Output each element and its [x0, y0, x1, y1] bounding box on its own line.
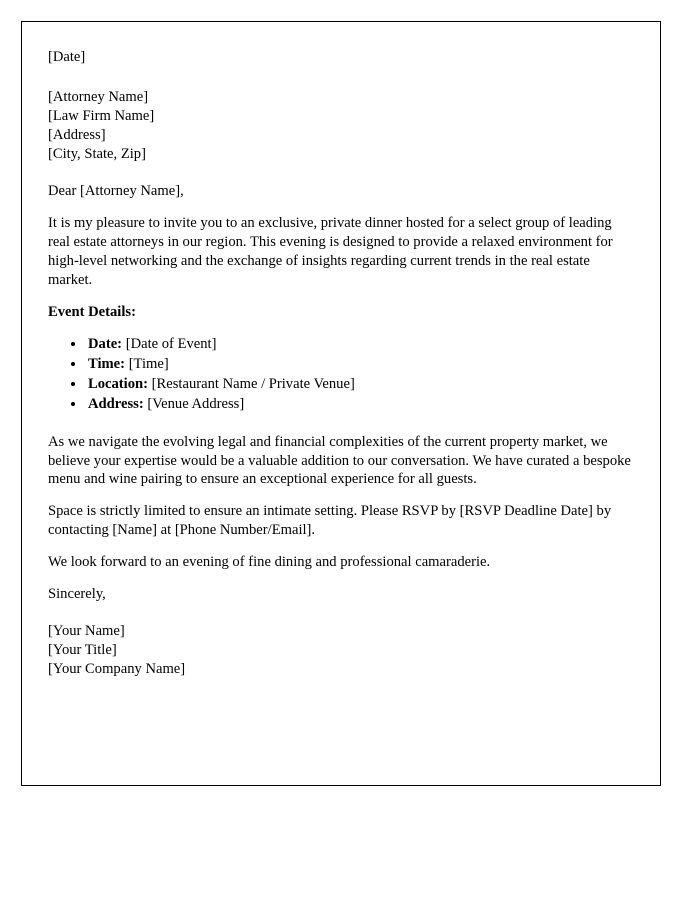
spacer	[48, 489, 634, 502]
paragraph-expertise: As we navigate the evolving legal and financial complexities of the current property market, we believe your expertise would be a valuable addition to our conversation. We have curated a bespoke menu and wine pairing to ensure an exceptional experience for all guests.	[48, 433, 631, 488]
event-detail-label-location: Location:	[88, 375, 148, 392]
event-detail-value-time: [Time]	[128, 355, 169, 372]
list-item	[86, 335, 634, 354]
recipient-line-2: [Law Firm Name]	[48, 107, 155, 124]
paragraph-closing-remark: We look forward to an evening of fine dining and professional camaraderie.	[48, 554, 491, 571]
spacer	[48, 540, 634, 553]
date-line	[48, 48, 634, 67]
recipient-line-4: [City, State, Zip]	[48, 145, 146, 162]
spacer	[48, 572, 634, 585]
signature-title: [Your Title]	[48, 642, 117, 659]
signature-company: [Your Company Name]	[48, 661, 186, 678]
spacer	[48, 322, 634, 335]
recipient-line-1: [Attorney Name]	[48, 88, 149, 105]
spacer	[48, 67, 634, 88]
event-detail-value-address: [Venue Address]	[147, 395, 245, 412]
event-detail-value-location: [Restaurant Name / Private Venue]	[151, 375, 355, 392]
list-item	[86, 375, 634, 394]
date-placeholder: [Date]	[48, 49, 86, 65]
spacer	[48, 290, 634, 303]
event-detail-label-time: Time:	[88, 355, 126, 372]
event-detail-label-address: Address:	[88, 395, 144, 412]
spacer	[48, 604, 634, 622]
event-detail-value-date: [Date of Event]	[125, 335, 217, 352]
spacer	[48, 164, 634, 182]
signature-name: [Your Name]	[48, 623, 125, 640]
event-detail-label-date: Date:	[88, 335, 123, 352]
event-details-heading: Event Details:	[48, 303, 136, 320]
letter-border	[21, 21, 661, 786]
spacer	[48, 415, 634, 433]
paragraph-intro: It is my pleasure to invite you to an exclusive, private dinner hosted for a select group of leading real estate attorneys in our region. This evening is designed to provide a relaxed environment for high-level networking and the exchange of insights regarding current trends in the real estate market.	[48, 214, 613, 288]
closing: Sincerely,	[48, 586, 106, 603]
list-item	[86, 395, 634, 414]
event-details-list	[48, 335, 634, 414]
letter-body	[48, 48, 634, 679]
paragraph-rsvp: Space is strictly limited to ensure an intimate setting. Please RSVP by [RSVP Deadline Date] by contacting [Name] at [Phone Number/Email].	[48, 503, 612, 539]
signature-block	[48, 622, 634, 679]
recipient-address-block	[48, 88, 634, 164]
list-item	[86, 355, 634, 374]
spacer	[48, 201, 634, 214]
recipient-line-3: [Address]	[48, 126, 106, 143]
salutation: Dear [Attorney Name],	[48, 182, 184, 199]
